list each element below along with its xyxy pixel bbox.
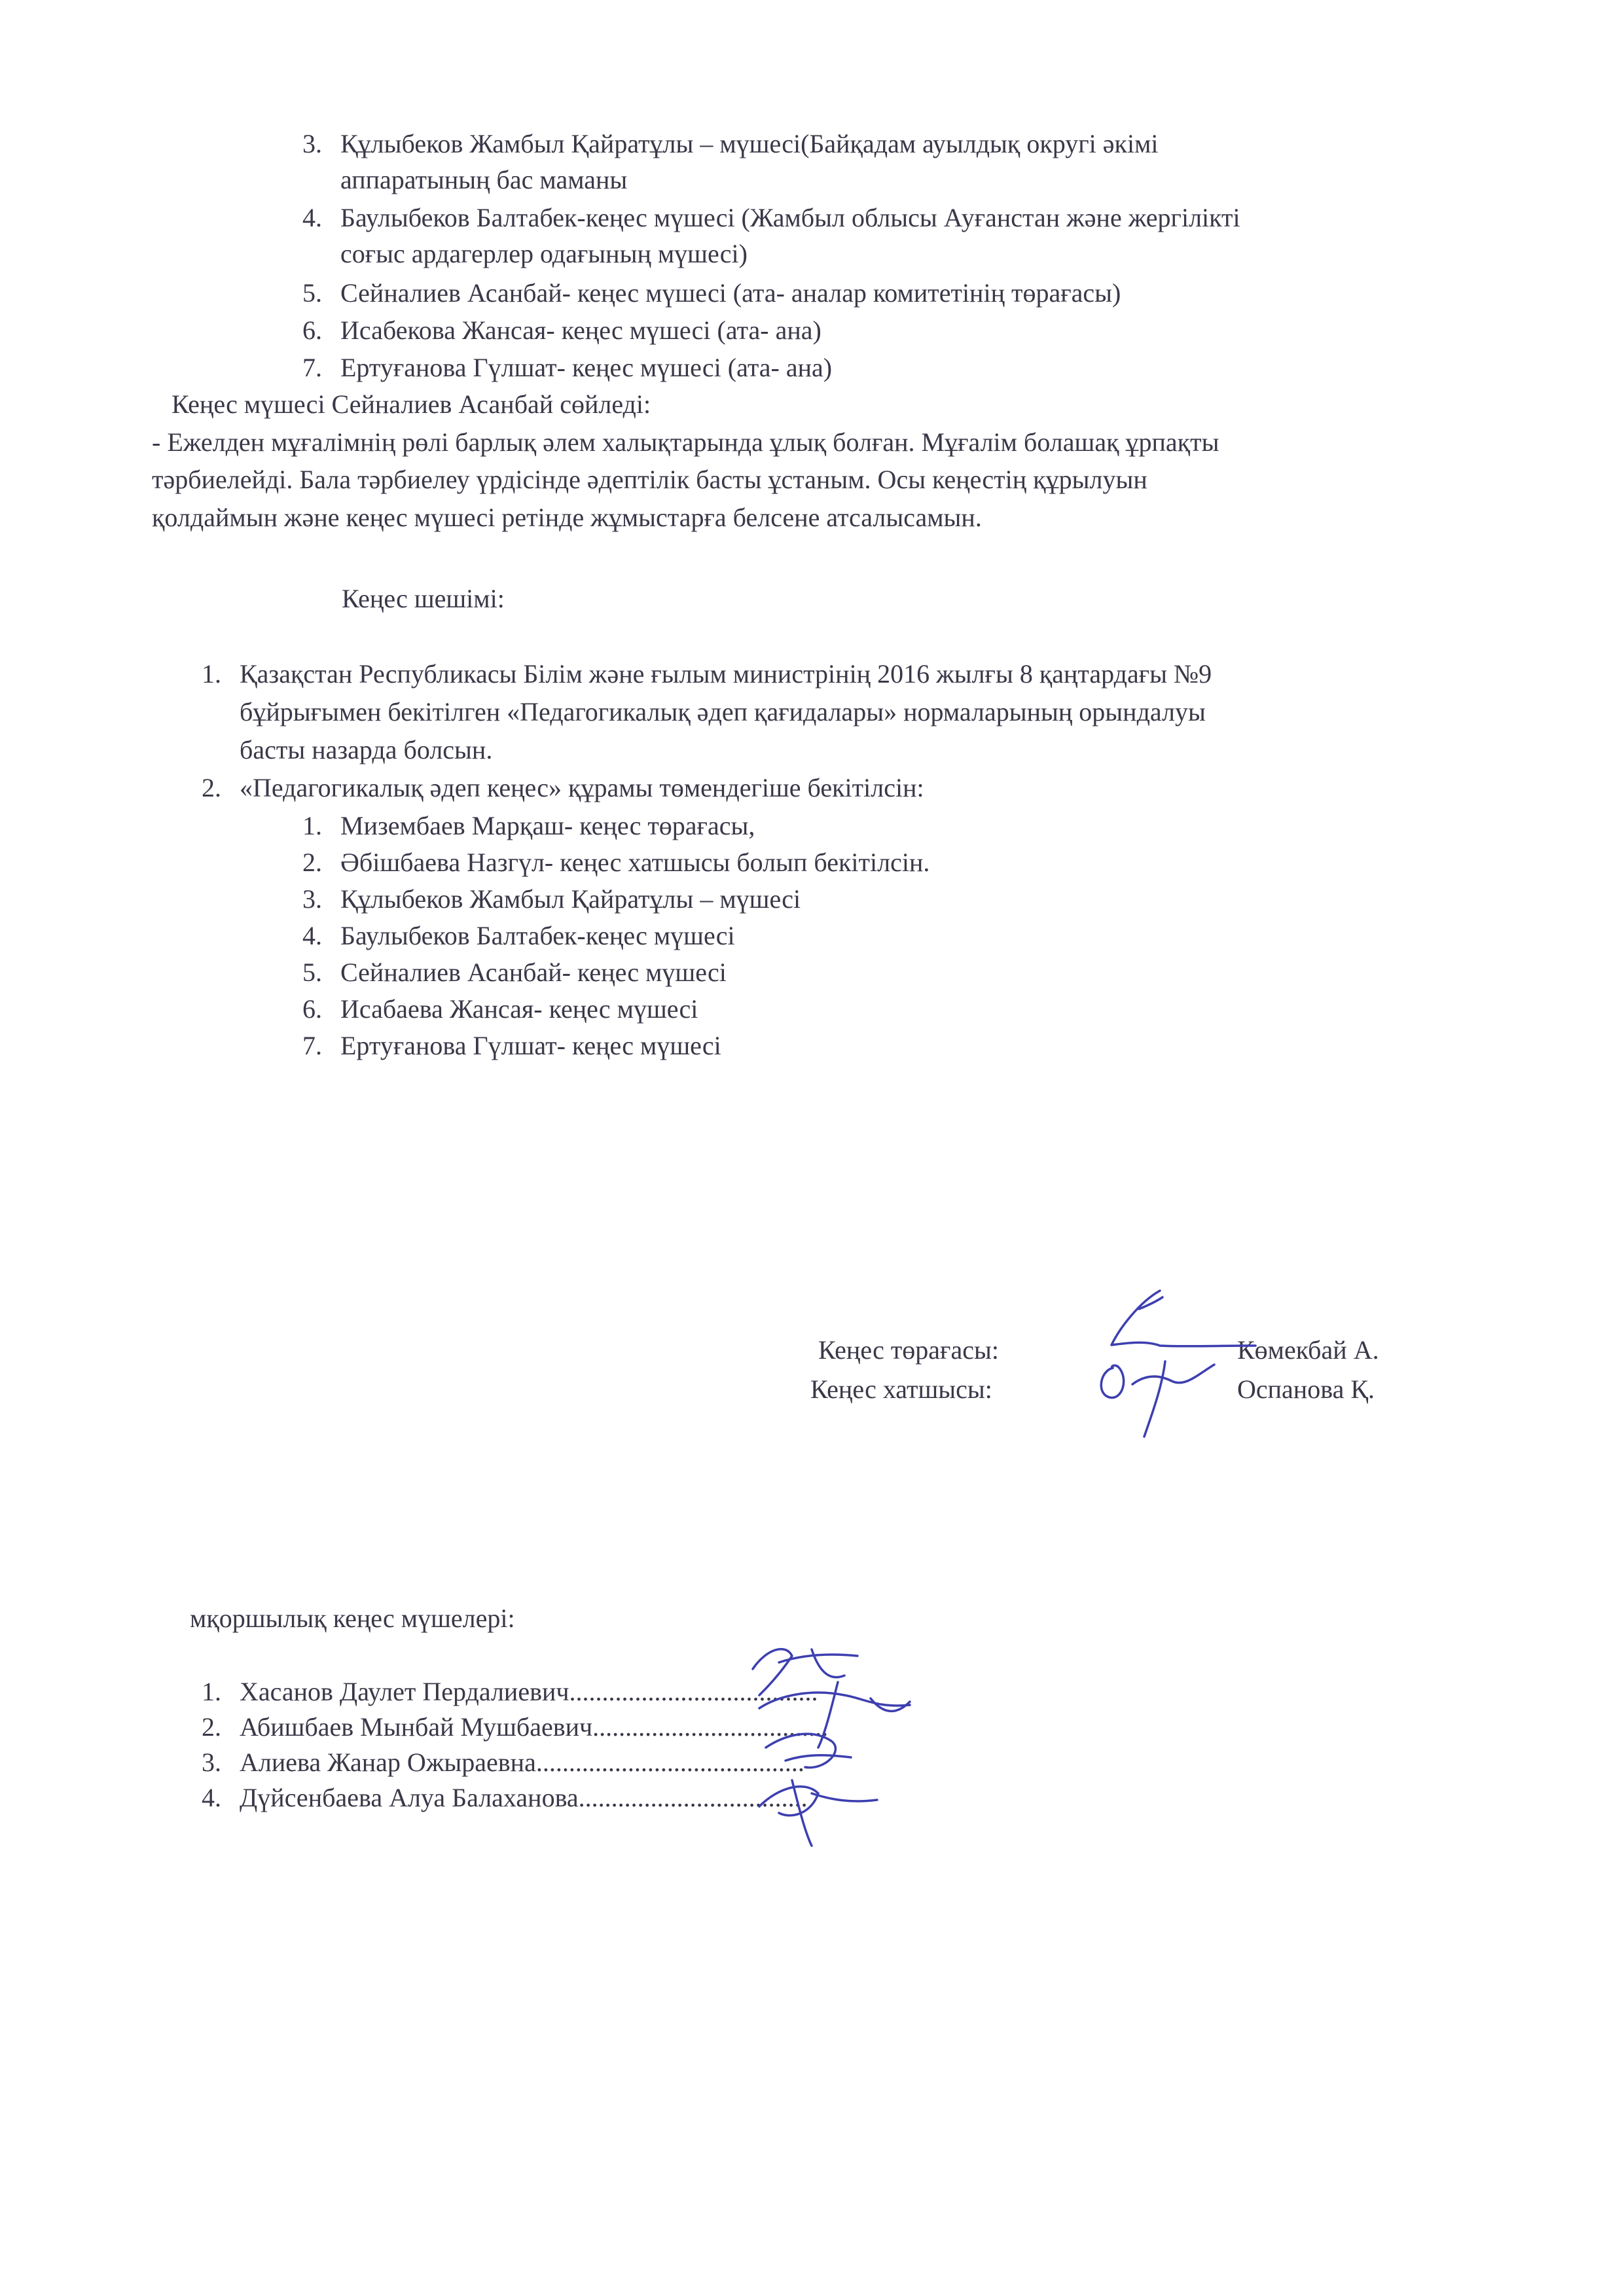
- secretary-label: Кеңес хатшысы:: [810, 1374, 992, 1404]
- list-item: 1. Мизембаев Марқаш- кеңес төрағасы,: [302, 811, 755, 840]
- list-item: 5. Сейналиев Асанбай- кеңес мүшесі (ата- аналар комитетінің төрағасы): [302, 278, 1121, 308]
- secretary-name: Оспанова Қ.: [1237, 1374, 1375, 1404]
- chair-name: Көмекбай А.: [1237, 1335, 1379, 1365]
- chair-label: Кеңес төрағасы:: [818, 1335, 999, 1365]
- list-item-continuation: аппаратының бас маманы: [340, 165, 628, 194]
- speech-line: - Ежелден мұғалімнің рөлі барлық әлем халықтарында ұлық болған. Мұғалім болашақ ұрпақты: [152, 427, 1219, 457]
- decision-item-continuation: бұйрығымен бекітілген «Педагогикалық әдеп қағидалары» нормаларының орындалуы: [240, 697, 1206, 726]
- list-item: 2. Әбішбаева Назгүл- кеңес хатшысы болып бекітілсін.: [302, 848, 930, 877]
- secretary-signature-icon: [1087, 1348, 1218, 1440]
- list-item: 3. Құлыбеков Жамбыл Қайратұлы – мүшесі(Байқадам ауылдық округі әкімі: [302, 129, 1159, 158]
- decision-item: 2. «Педагогикалық әдеп кеңес» құрамы төмендегіше бекітілсін:: [202, 773, 924, 802]
- decision-item: 1. Қазақстан Республикасы Білім және ғылым министрінің 2016 жылғы 8 қаңтардағы №9: [202, 659, 1212, 689]
- decision-heading: Кеңес шешімі:: [342, 584, 505, 613]
- list-item: 5. Сейналиев Асанбай- кеңес мүшесі: [302, 958, 727, 987]
- list-item: 7. Ертуғанова Гүлшат- кеңес мүшесі: [302, 1031, 721, 1060]
- list-item: 7. Ертуғанова Гүлшат- кеңес мүшесі (ата- ана): [302, 353, 833, 382]
- speech-intro: Кеңес мүшесі Сейналиев Асанбай сөйледі:: [171, 389, 651, 419]
- list-item-continuation: соғыс ардагерлер одағының мүшесі): [340, 239, 748, 268]
- list-item: 4. Баулыбеков Балтабек-кеңес мүшесі (Жамбыл облысы Ауғанстан және жергілікті: [302, 203, 1240, 232]
- list-item: 4. Дүйсенбаева Алуа Балаханова...................................: [202, 1783, 808, 1812]
- list-item: 6. Исабекова Жансая- кеңес мүшесі (ата- ана): [302, 315, 821, 345]
- list-item: 3. Алиева Жанар Ожыраевна.........................................: [202, 1748, 804, 1777]
- decision-item-continuation: басты назарда болсын.: [240, 735, 493, 764]
- list-item: 3. Құлыбеков Жамбыл Қайратұлы – мүшесі: [302, 884, 801, 914]
- speech-line: қолдаймын және кеңес мүшесі ретінде жұмыстарға белсене атсалысамын.: [152, 503, 982, 532]
- list-item: 1. Хасанов Даулет Пердалиевич......................................: [202, 1677, 818, 1706]
- list-item: 4. Баулыбеков Балтабек-кеңес мүшесі: [302, 921, 735, 950]
- speech-line: тәрбиелейді. Бала тәрбиелеу үрдісінде әдептілік басты ұстаным. Осы кеңестің құрылуын: [152, 465, 1147, 494]
- list-item: 2. Абишбаев Мынбай Мушбаевич....................................: [202, 1712, 829, 1742]
- list-item: 6. Исабаева Жансая- кеңес мүшесі: [302, 994, 698, 1024]
- trustee-signatures-icon: [713, 1636, 962, 1852]
- trustees-heading: мқоршылық кеңес мүшелері:: [190, 1604, 515, 1633]
